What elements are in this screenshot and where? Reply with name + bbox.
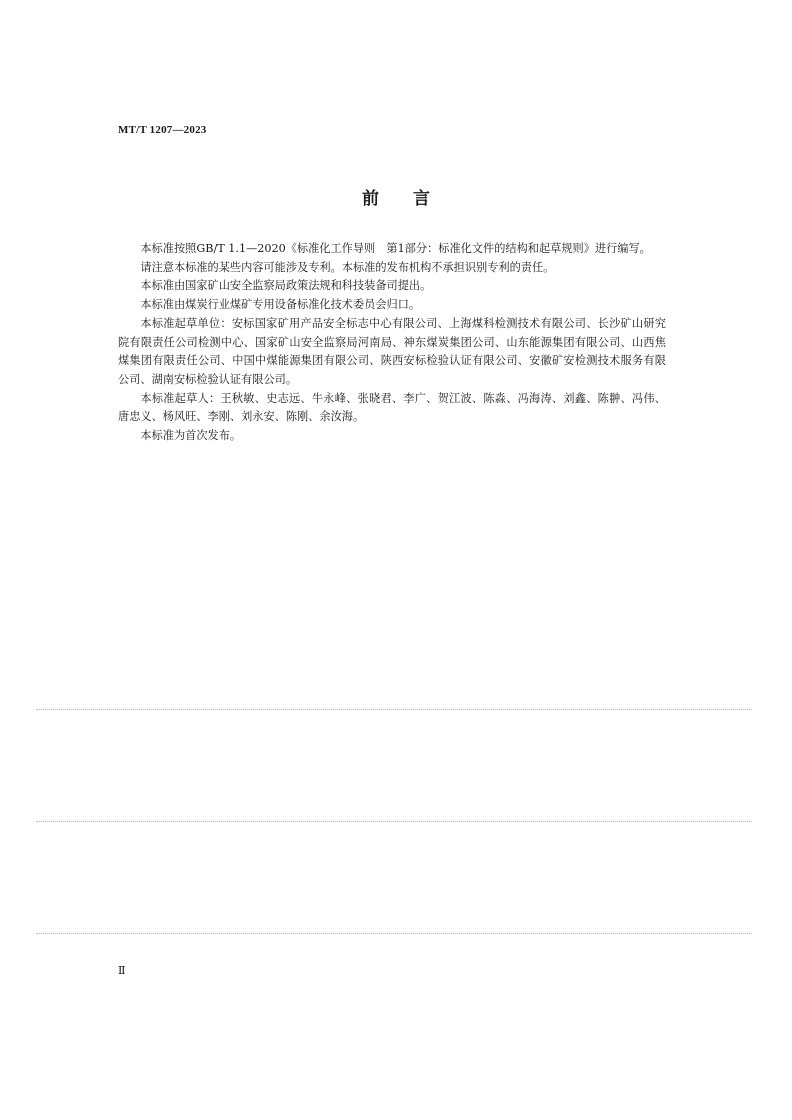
paragraph-drafting-rules: 本标准按照GB/T 1.1—2020《标准化工作导则 第1部分：标准化文件的结构和起草规则》进行编写。 (140, 242, 651, 255)
paragraph-proposer: 本标准由国家矿山安全监察局政策法规和科技装备司提出。 (140, 279, 432, 293)
dotted-separator (36, 709, 752, 710)
page-number: Ⅱ (118, 965, 126, 977)
paragraph-drafters: 本标准起草人：王秋敏、史志远、牛永峰、张晓君、李广、贺江波、陈淼、冯海涛、刘鑫、陈翀、冯伟、唐忠义、杨风旺、李刚、刘永安、陈刚、余汝海。 (118, 391, 666, 424)
section-title: 前 言 (362, 189, 430, 209)
paragraph-responsible-committee: 本标准由煤炭行业煤矿专用设备标准化技术委员会归口。 (140, 298, 421, 312)
dotted-separator (36, 821, 752, 822)
paragraph-first-release: 本标准为首次发布。 (140, 429, 242, 443)
dotted-separator (36, 933, 752, 934)
standard-code: MT/T 1207—2023 (118, 124, 207, 136)
paragraph-drafting-organizations: 本标准起草单位：安标国家矿用产品安全标志中心有限公司、上海煤科检测技术有限公司、长沙矿山研究院有限责任公司检测中心、国家矿山安全监察局河南局、神东煤炭集团公司、山东能源集团有限公司、山西焦煤集团有限责任公司、中国中煤能源集团有限公司、陕西安标检验认证有限公司、安徽矿安检测技术服务有限公司、湖南安标检验认证有限公司。 (118, 316, 666, 386)
paragraph-patent-notice: 请注意本标准的某些内容可能涉及专利。本标准的发布机构不承担识别专利的责任。 (140, 260, 555, 274)
foreword-body (118, 240, 666, 446)
